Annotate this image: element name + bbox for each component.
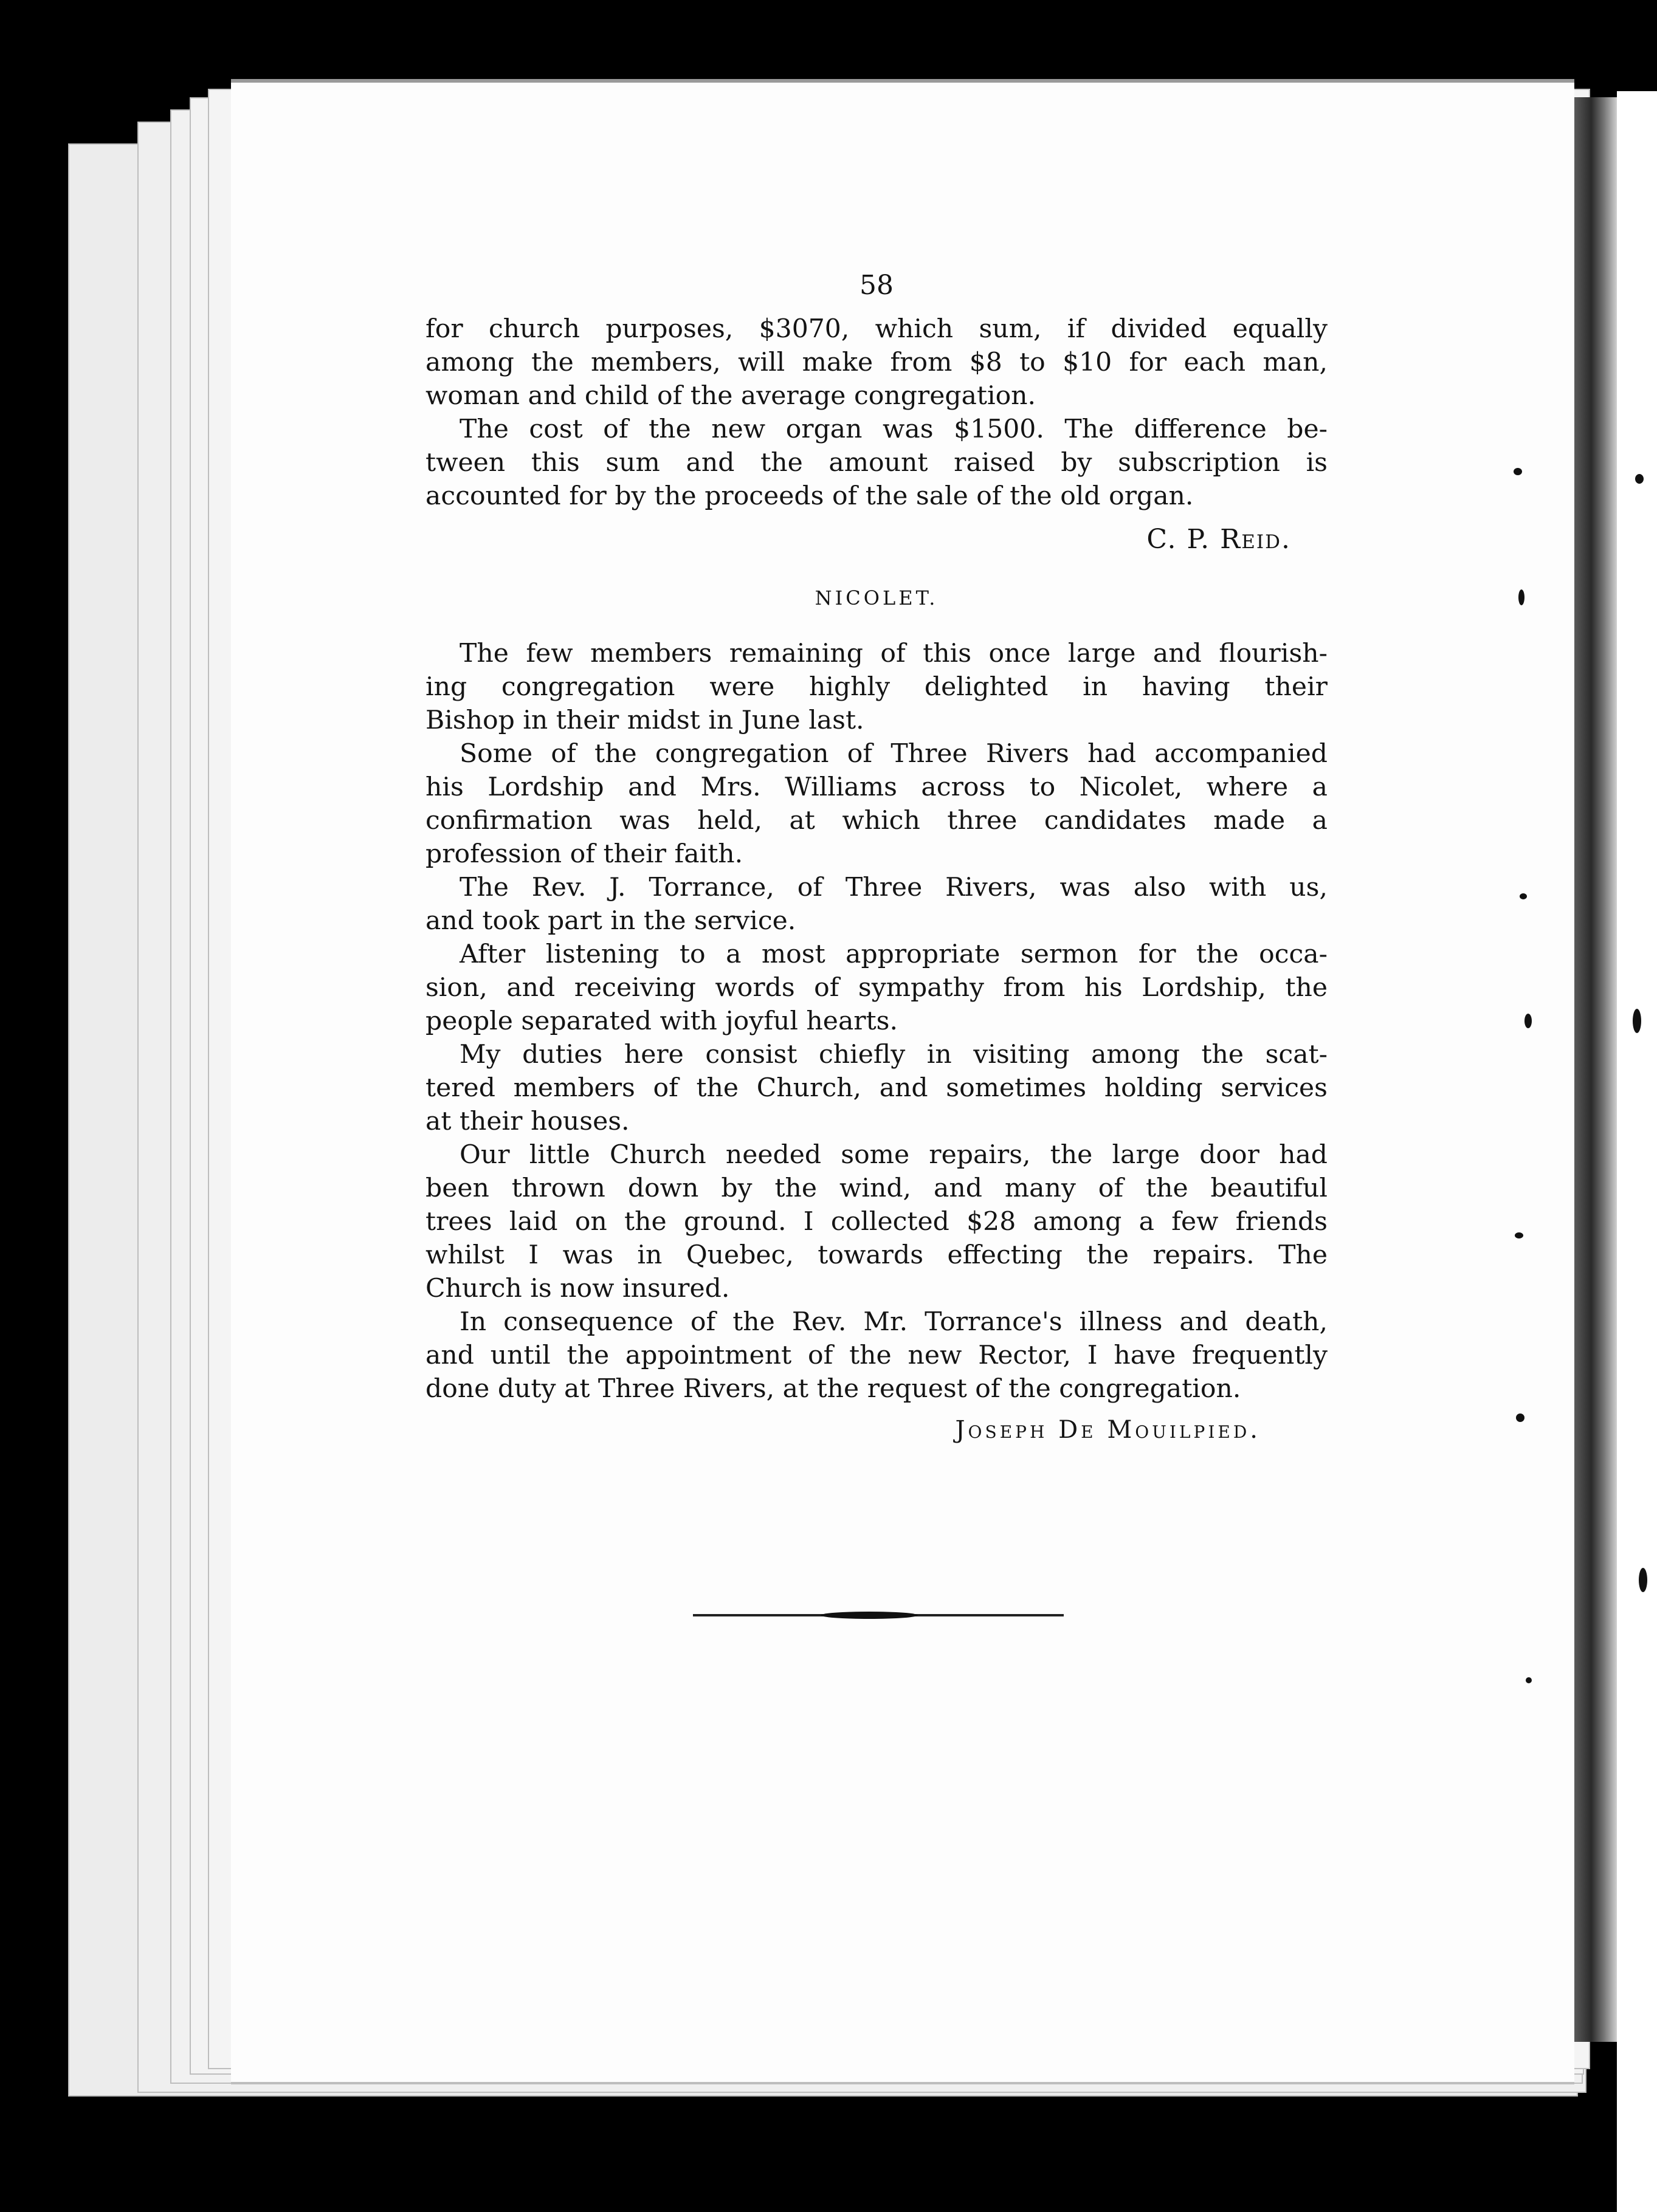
paragraph-organ-end	[425, 479, 1328, 513]
nicolet-body	[425, 637, 1328, 1406]
text-line: My duties here consist chiefly in visiting among the scat-	[460, 1040, 1328, 1070]
scan-speck	[1639, 1568, 1647, 1592]
scan-speck	[1635, 474, 1644, 484]
binding-gutter	[1574, 97, 1617, 2042]
text-line: The cost of the new organ was $1500. The difference be-	[460, 414, 1328, 444]
text-line: accounted for by the proceeds of the sale of the old organ.	[425, 481, 1194, 511]
scan-speck	[1526, 1677, 1532, 1683]
text-line: for church purposes, $3070, which sum, if divided equally	[425, 314, 1328, 344]
text-line: people separated with joyful hearts.	[425, 1006, 898, 1036]
text-line: In consequence of the Rev. Mr. Torrance's illness and death,	[460, 1307, 1328, 1337]
text-line: Church is now insured.	[425, 1274, 730, 1304]
page-number: 58	[860, 270, 894, 301]
text-line: Bishop in their midst in June last.	[425, 706, 864, 735]
scan-speck	[1524, 1014, 1532, 1028]
text-line: Some of the congregation of Three Rivers had accompanied	[460, 739, 1328, 769]
scan-speck	[1514, 468, 1522, 475]
text-line: at their houses.	[425, 1107, 630, 1136]
text-line: Our little Church needed some repairs, the large door had	[460, 1140, 1328, 1170]
text-line: profession of their faith.	[425, 839, 743, 869]
paragraph-reid	[425, 312, 1328, 379]
text-line: whilst I was in Quebec, towards effecting the repairs. The	[425, 1240, 1328, 1270]
text-line: his Lordship and Mrs. Williams across to Nicolet, where a	[425, 772, 1328, 802]
text-line: and until the appointment of the new Rector, I have frequently	[425, 1341, 1328, 1370]
signature-reid: C. P. Reid.	[1146, 524, 1291, 555]
paragraph-organ	[425, 413, 1328, 479]
text-line: tween this sum and the amount raised by subscription is	[425, 448, 1328, 478]
text-block	[425, 255, 1328, 1447]
section-divider-ornament	[821, 1612, 918, 1619]
text-line: done duty at Three Rivers, at the request of the congregation.	[425, 1374, 1241, 1404]
text-line: trees laid on the ground. I collected $28 among a few friends	[425, 1207, 1328, 1237]
paragraph-reid-end	[425, 379, 1328, 413]
text-line: tered members of the Church, and sometimes holding services	[425, 1073, 1328, 1103]
scan-speck	[1516, 1413, 1524, 1422]
text-line: woman and child of the average congregation.	[425, 381, 1036, 411]
text-line: ing congregation were highly delighted in having their	[425, 672, 1328, 702]
section-heading: NICOLET.	[815, 586, 939, 610]
scan-speck	[1633, 1009, 1641, 1033]
right-margin-strip	[1617, 91, 1657, 2212]
text-line: confirmation was held, at which three candidates made a	[425, 806, 1328, 836]
text-line: among the members, will make from $8 to $10 for each man,	[425, 348, 1328, 377]
text-line: been thrown down by the wind, and many of the beautiful	[425, 1173, 1328, 1203]
scan-speck	[1518, 589, 1524, 605]
text-line: sion, and receiving words of sympathy from his Lordship, the	[425, 973, 1328, 1003]
text-line: After listening to a most appropriate sermon for the occa-	[460, 939, 1328, 969]
signature-demouilpied: Joseph De Mouilpied.	[955, 1416, 1261, 1444]
scan-speck	[1520, 893, 1527, 899]
text-line: The Rev. J. Torrance, of Three Rivers, was also with us,	[460, 873, 1328, 902]
scan-speck	[1515, 1232, 1523, 1238]
text-line: The few members remaining of this once large and flourish-	[460, 639, 1328, 668]
text-line: and took part in the service.	[425, 906, 796, 936]
